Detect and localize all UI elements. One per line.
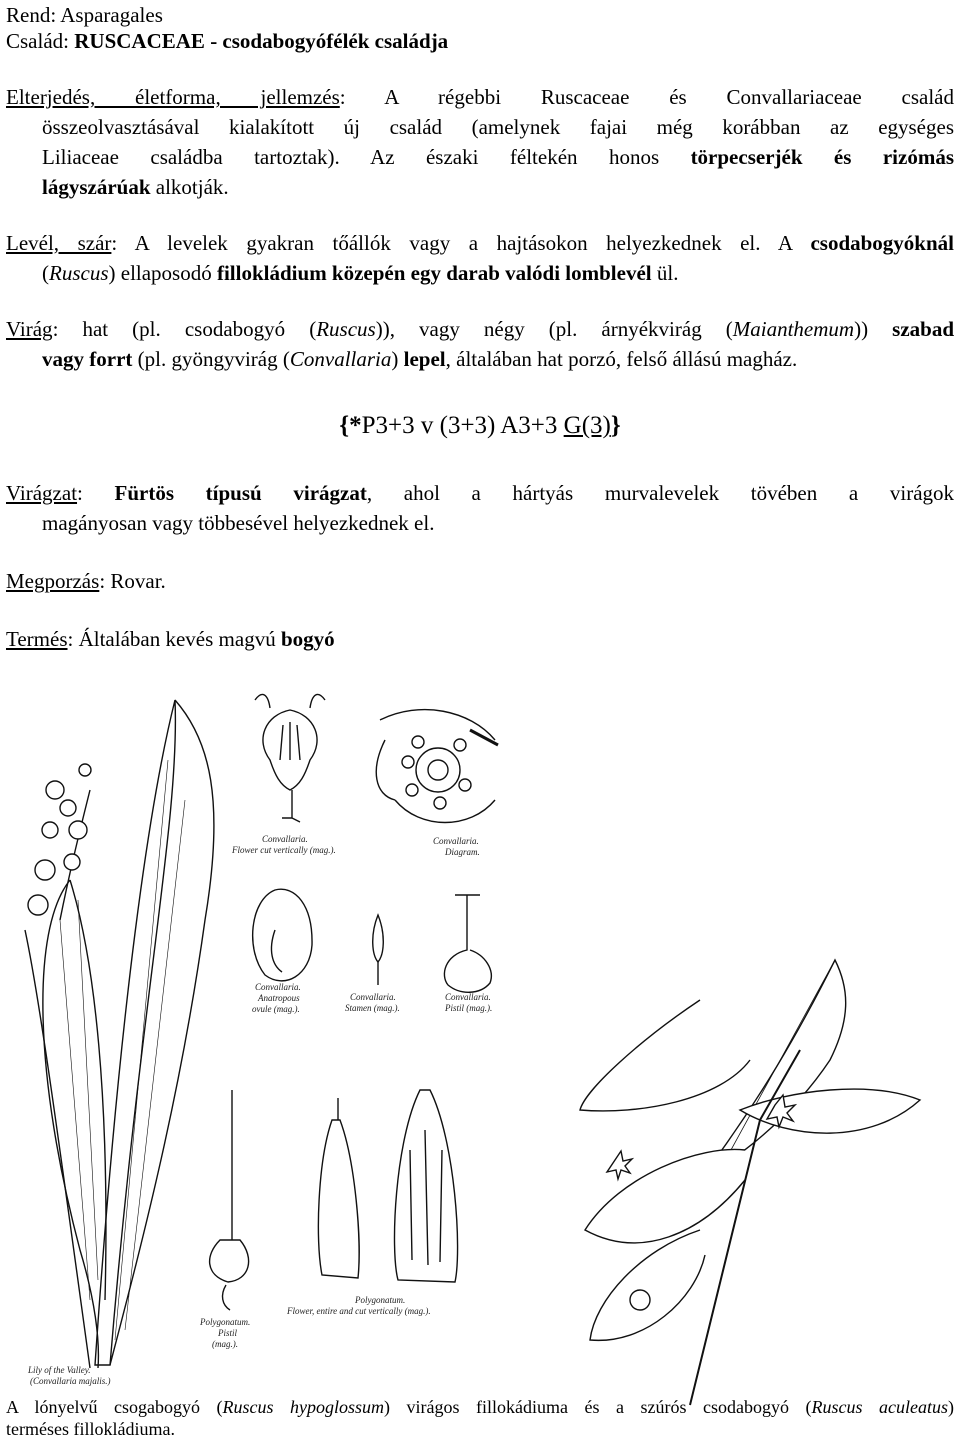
flower-maianthemum: Maianthemum <box>732 317 855 341</box>
fruit-text: : Általában kevés magvú <box>67 627 281 651</box>
flower-bold-2: vagy forrt <box>42 347 133 371</box>
caption-c5b: Pistil (mag.). <box>445 1003 493 1013</box>
flower-ruscus: Ruscus <box>316 317 376 341</box>
distribution-text-3a: Liliaceae családba tartoztak). Az északi féltekén honos <box>42 145 691 169</box>
distribution-bold-2: lágyszárúak <box>42 175 151 199</box>
pollination-label: Megporzás <box>6 569 100 593</box>
fruit-bold: bogyó <box>280 627 335 651</box>
flower-text-2: )), vagy négy (pl. árnyékvirág ( <box>375 317 733 341</box>
formula-main: P3+3 v (3+3) A3+3 <box>361 412 564 439</box>
flower-convallaria: Convallaria <box>289 347 392 371</box>
formula-brace-close: } <box>610 412 621 439</box>
figure-caption-line-1 <box>6 1396 954 1418</box>
leaf-bold-1: csodabogyóknál <box>810 231 954 255</box>
family-prefix: Család: <box>6 29 75 53</box>
ruscus-phylloclade-drawing <box>580 960 920 1405</box>
figure-caption-line-2: terméses fillokládiuma. <box>6 1419 175 1439</box>
leaf-text-1: : A levelek gyakran tőállók vagy a hajtásokon helyezkednek el. A <box>111 231 811 255</box>
flower-section-drawing <box>255 694 325 822</box>
caption-c2b: Diagram. <box>445 847 480 857</box>
floral-diagram-drawing <box>376 710 498 823</box>
leaf-text-3: ül. <box>651 261 679 285</box>
caption-c4b: Stamen (mag.). <box>345 1003 400 1013</box>
lily-of-the-valley-drawing <box>25 700 214 1368</box>
leaf-text-2: ) ellaposodó <box>108 261 217 285</box>
caption-c7b: Flower, entire and cut vertically (mag.). <box>287 1306 431 1316</box>
caption-c1a: Convallaria. <box>262 834 308 844</box>
inflorescence-text-1: , ahol a hártyás murvalevelek tövében a virágok <box>366 481 955 505</box>
leaf-label: Levél, szár <box>6 231 112 255</box>
formula-star: * <box>349 412 362 439</box>
distribution-text-4: alkotják. <box>150 175 229 199</box>
fruit-label: Termés <box>6 627 68 651</box>
order-text: Rend: Asparagales <box>6 3 163 27</box>
caption-t1: A lónyelvű csogabogyó ( <box>6 1397 223 1417</box>
distribution-bold-1: törpecserjék és rizómás <box>690 145 955 169</box>
caption-c3b: Anatropous <box>258 993 300 1003</box>
leaf-paren-open: ( <box>42 261 49 285</box>
inflorescence-text-2: magányosan vagy többesével helyezkednek el. <box>42 511 435 535</box>
caption-c1b: Flower cut vertically (mag.). <box>232 845 336 855</box>
flower-text-3: )) <box>854 317 893 341</box>
flower-bold-1: szabad <box>892 317 955 341</box>
caption-t5: ) <box>948 1397 955 1417</box>
figure-caption <box>6 1396 954 1440</box>
caption-c6a: Polygonatum. <box>200 1317 251 1327</box>
polygonatum-section-drawing <box>394 1090 457 1282</box>
ovule-drawing <box>253 889 312 981</box>
leaf-ruscus: Ruscus <box>49 261 109 285</box>
inflorescence-bold: Fürtös típusú virágzat <box>114 481 367 505</box>
pollination-text: : Rovar. <box>99 569 166 593</box>
formula-gynoecium: G(3) <box>563 412 611 439</box>
caption-c8b: (Convallaria majalis.) <box>30 1376 111 1386</box>
polygonatum-pistil-drawing <box>210 1090 249 1310</box>
flower-bold-3: lepel <box>403 347 446 371</box>
formula-brace-open: { <box>339 412 350 439</box>
distribution-label: Elterjedés, életforma, jellemzés <box>6 85 340 109</box>
stamen-drawing <box>373 915 384 985</box>
caption-c8a: Lily of the Valley. <box>28 1365 91 1375</box>
leaf-bold-2: fillokládium közepén egy darab valódi lomblevél <box>216 261 652 285</box>
caption-c3c: ovule (mag.). <box>252 1004 300 1014</box>
flower-text-1: : hat (pl. csodabogyó ( <box>52 317 317 341</box>
family-name: RUSCACEAE <box>74 29 205 53</box>
flower-text-6: , általában hat porzó, felső állású magház. <box>445 347 798 371</box>
caption-c7a: Polygonatum. <box>355 1295 406 1305</box>
caption-c6b: Pistil <box>218 1328 238 1338</box>
caption-c2a: Convallaria. <box>433 836 479 846</box>
pistil-drawing <box>444 895 491 992</box>
inflorescence-colon: : <box>77 481 115 505</box>
caption-t3: ) virágos fillokádiuma és a szúrós csodabogyó ( <box>384 1397 812 1417</box>
caption-t4: Ruscus aculeatus <box>811 1397 949 1417</box>
caption-c3a: Convallaria. <box>255 982 301 992</box>
flower-label: Virág <box>6 317 53 341</box>
caption-c6c: (mag.). <box>212 1339 238 1349</box>
distribution-text-2: összeolvasztásával kialakított új család (amelynek fajai még korábban az egységes <box>42 115 954 139</box>
flower-text-5: ) <box>391 347 404 371</box>
polygonatum-flower-drawing <box>318 1098 359 1278</box>
distribution-text-1: : A régebbi Ruscaceae és Convallariaceae család <box>339 85 954 109</box>
caption-c5a: Convallaria. <box>445 992 491 1002</box>
flower-text-4: (pl. gyöngyvirág ( <box>132 347 290 371</box>
caption-c4a: Convallaria. <box>350 992 396 1002</box>
inflorescence-label: Virágzat <box>6 481 78 505</box>
family-suffix: - csodabogyófélék családja <box>204 29 449 53</box>
caption-t2: Ruscus hypoglossum <box>222 1397 385 1417</box>
